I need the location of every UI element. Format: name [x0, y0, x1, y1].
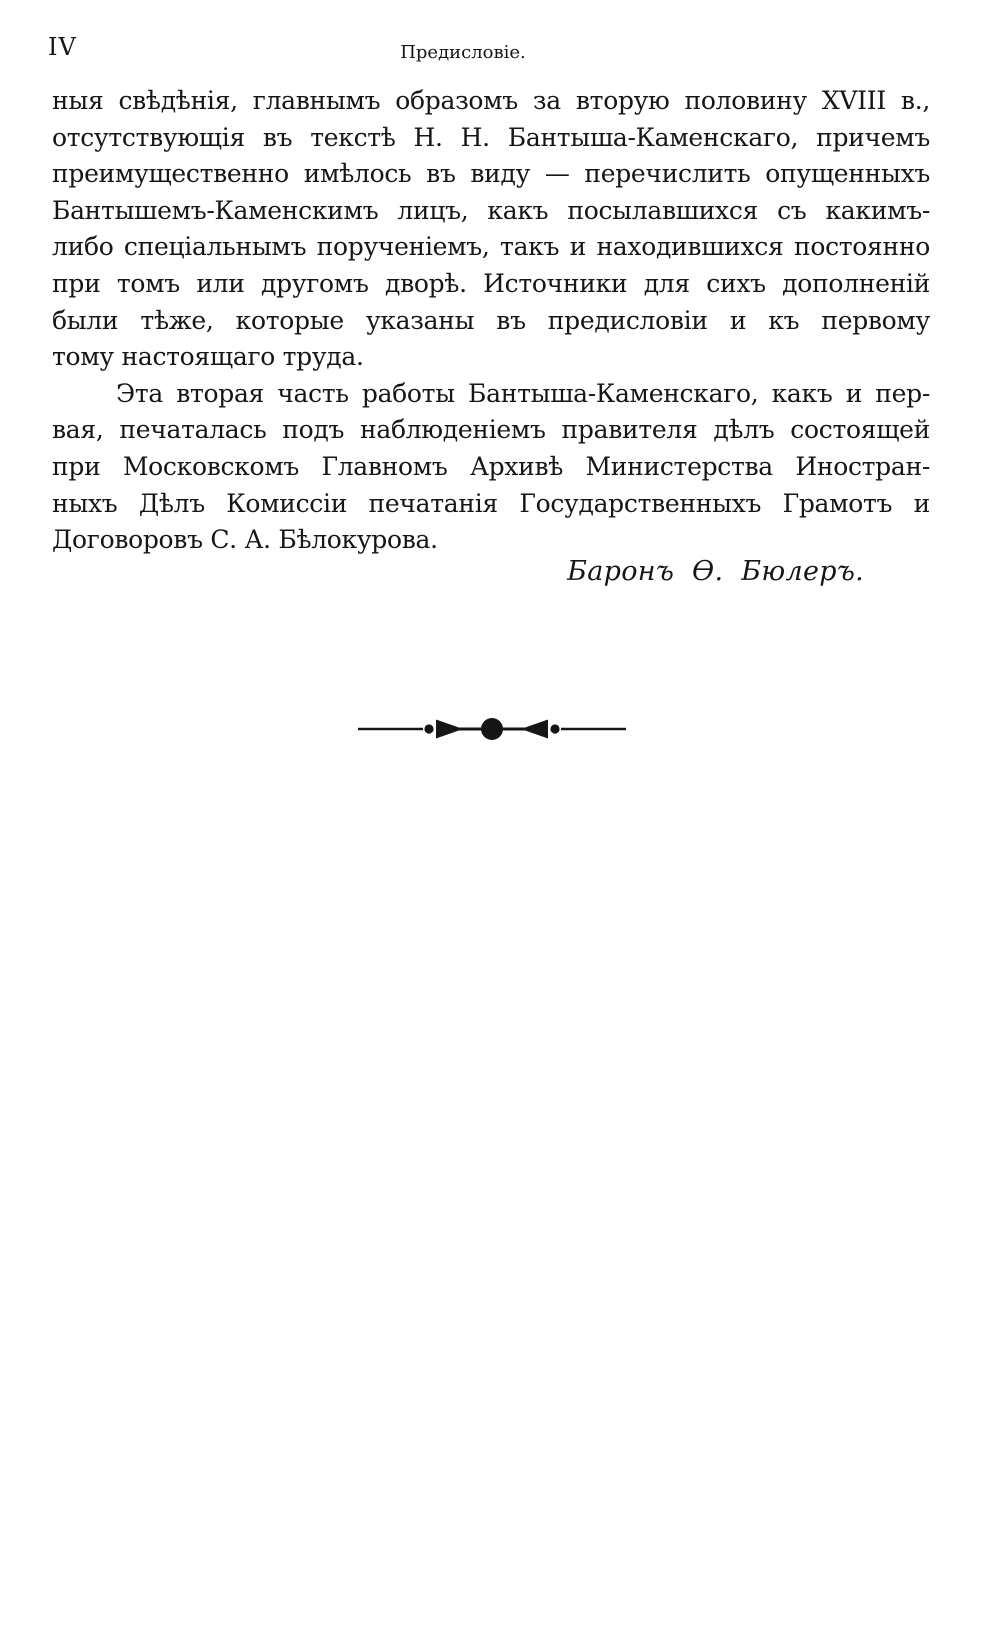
section-divider-ornament-icon: [356, 714, 628, 744]
body-line: тому настоящаго труда.: [52, 342, 364, 372]
body-line: вая, печаталась подъ наблюденіемъ правителя дѣлъ состоящей: [52, 415, 930, 445]
body-line: при томъ или другомъ дворѣ. Источники для сихъ дополненій: [52, 268, 930, 298]
preface-body: [52, 83, 930, 559]
body-line: отсутствующія въ текстѣ Н. Н. Бантыша-Каменскаго, причемъ: [52, 122, 930, 152]
running-title: Предисловіе.: [400, 42, 526, 63]
body-line: были тѣже, которые указаны въ предисловіи и къ первому: [52, 305, 930, 335]
author-signature: Баронъ Ѳ. Бюлеръ.: [567, 556, 864, 587]
body-line: Договоровъ С. А. Бѣлокурова.: [52, 525, 438, 555]
page-number: IV: [48, 33, 77, 61]
body-line: Эта вторая часть работы Бантыша-Каменскаго, какъ и пер-: [116, 378, 930, 408]
body-line: при Московскомъ Главномъ Архивѣ Министерства Иностран-: [52, 451, 930, 481]
body-line: ныхъ Дѣлъ Комиссіи печатанія Государственныхъ Грамотъ и: [52, 488, 930, 518]
body-line: либо спеціальнымъ порученіемъ, такъ и находившихся постоянно: [52, 232, 930, 262]
body-line: Бантышемъ-Каменскимъ лицъ, какъ посылавшихся съ какимъ-: [52, 195, 930, 225]
body-line: ныя свѣдѣнія, главнымъ образомъ за вторую половину XVIII в.,: [52, 86, 930, 115]
body-line: преимущественно имѣлось въ виду — перечислить опущенныхъ: [52, 159, 930, 189]
